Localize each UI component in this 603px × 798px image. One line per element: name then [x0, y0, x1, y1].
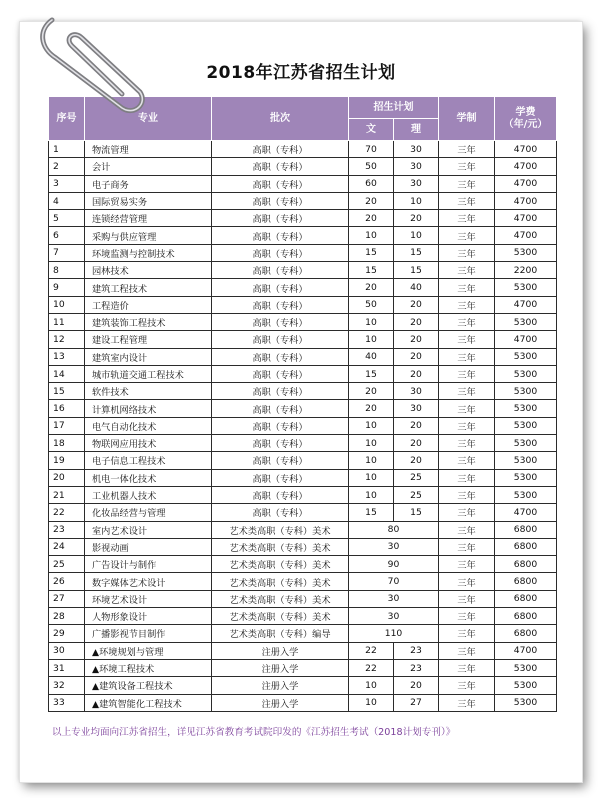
- table-row: [49, 158, 557, 175]
- batch-type: 高职（专科）: [212, 296, 349, 313]
- plan-total: 30: [349, 538, 439, 555]
- plan-wen: 10: [349, 435, 394, 452]
- major-name: ▲建筑设备工程技术: [85, 677, 212, 694]
- batch-type: 注册入学: [212, 642, 349, 659]
- batch-type: 高职（专科）: [212, 400, 349, 417]
- tuition-fee: 5300: [495, 244, 557, 261]
- plan-li: 20: [394, 365, 439, 382]
- duration: 三年: [439, 296, 495, 313]
- row-number: 29: [49, 625, 85, 642]
- plan-li: 20: [394, 417, 439, 434]
- major-name: 电子商务: [85, 175, 212, 192]
- tuition-fee: 4700: [495, 504, 557, 521]
- row-number: 14: [49, 365, 85, 382]
- duration: 三年: [439, 227, 495, 244]
- tuition-fee: 4700: [495, 227, 557, 244]
- duration: 三年: [439, 573, 495, 590]
- batch-type: 高职（专科）: [212, 365, 349, 382]
- table-row: [49, 192, 557, 209]
- row-number: 9: [49, 279, 85, 296]
- plan-li: 25: [394, 486, 439, 503]
- row-number: 12: [49, 331, 85, 348]
- major-name: 采购与供应管理: [85, 227, 212, 244]
- batch-type: 艺术类高职（专科）美术: [212, 556, 349, 573]
- tuition-fee: 5300: [495, 435, 557, 452]
- plan-total: 90: [349, 556, 439, 573]
- tuition-fee: 5300: [495, 659, 557, 676]
- table-row: [49, 262, 557, 279]
- duration: 三年: [439, 365, 495, 382]
- plan-wen: 10: [349, 677, 394, 694]
- plan-total: 70: [349, 573, 439, 590]
- table-row: [49, 175, 557, 192]
- header-fee-line1: 学费: [515, 106, 536, 118]
- batch-type: 艺术类高职（专科）美术: [212, 608, 349, 625]
- duration: 三年: [439, 244, 495, 261]
- table-row: [49, 313, 557, 330]
- duration: 三年: [439, 141, 495, 158]
- tuition-fee: 5300: [495, 694, 557, 711]
- tuition-fee: 6800: [495, 590, 557, 607]
- table-row: [49, 141, 557, 158]
- major-name: 广告设计与制作: [85, 556, 212, 573]
- plan-wen: 10: [349, 331, 394, 348]
- duration: 三年: [439, 642, 495, 659]
- batch-type: 艺术类高职（专科）美术: [212, 521, 349, 538]
- major-name: 机电一体化技术: [85, 469, 212, 486]
- plan-li: 27: [394, 694, 439, 711]
- tuition-fee: 5300: [495, 365, 557, 382]
- table-row: [49, 538, 557, 555]
- batch-type: 高职（专科）: [212, 192, 349, 209]
- major-name: 物联网应用技术: [85, 435, 212, 452]
- header-wen: 文: [349, 119, 394, 141]
- table-row: [49, 469, 557, 486]
- duration: 三年: [439, 435, 495, 452]
- plan-li: 25: [394, 469, 439, 486]
- major-name: 物流管理: [85, 141, 212, 158]
- plan-li: 20: [394, 313, 439, 330]
- duration: 三年: [439, 504, 495, 521]
- duration: 三年: [439, 556, 495, 573]
- duration: 三年: [439, 279, 495, 296]
- tuition-fee: 5300: [495, 279, 557, 296]
- row-number: 23: [49, 521, 85, 538]
- tuition-fee: 6800: [495, 538, 557, 555]
- table-row: [49, 659, 557, 676]
- plan-li: 20: [394, 348, 439, 365]
- tuition-fee: 5300: [495, 452, 557, 469]
- page-title: 2018年江苏省招生计划: [206, 63, 396, 83]
- row-number: 19: [49, 452, 85, 469]
- duration: 三年: [439, 417, 495, 434]
- header-duration: 学制: [439, 97, 495, 141]
- plan-wen: 22: [349, 642, 394, 659]
- tuition-fee: 6800: [495, 521, 557, 538]
- table-body: [49, 141, 557, 712]
- row-number: 26: [49, 573, 85, 590]
- duration: 三年: [439, 313, 495, 330]
- batch-type: 高职（专科）: [212, 417, 349, 434]
- duration: 三年: [439, 694, 495, 711]
- batch-type: 高职（专科）: [212, 262, 349, 279]
- table-row: [49, 244, 557, 261]
- row-number: 31: [49, 659, 85, 676]
- major-name: 环境监测与控制技术: [85, 244, 212, 261]
- plan-wen: 10: [349, 469, 394, 486]
- plan-li: 20: [394, 210, 439, 227]
- plan-li: 10: [394, 192, 439, 209]
- row-number: 16: [49, 400, 85, 417]
- table-row: [49, 348, 557, 365]
- plan-li: 15: [394, 504, 439, 521]
- table-row: [49, 296, 557, 313]
- plan-wen: 20: [349, 279, 394, 296]
- tuition-fee: 6800: [495, 608, 557, 625]
- plan-wen: 10: [349, 486, 394, 503]
- plan-li: 20: [394, 677, 439, 694]
- batch-type: 艺术类高职（专科）编导: [212, 625, 349, 642]
- batch-type: 高职（专科）: [212, 504, 349, 521]
- table-row: [49, 383, 557, 400]
- row-number: 17: [49, 417, 85, 434]
- tuition-fee: 4700: [495, 642, 557, 659]
- tuition-fee: 5300: [495, 677, 557, 694]
- duration: 三年: [439, 262, 495, 279]
- row-number: 25: [49, 556, 85, 573]
- row-number: 20: [49, 469, 85, 486]
- plan-wen: 10: [349, 313, 394, 330]
- duration: 三年: [439, 608, 495, 625]
- table-row: [49, 694, 557, 711]
- duration: 三年: [439, 400, 495, 417]
- table-row: [49, 210, 557, 227]
- table-row: [49, 400, 557, 417]
- row-number: 5: [49, 210, 85, 227]
- plan-wen: 22: [349, 659, 394, 676]
- document-page: [20, 22, 582, 782]
- tuition-fee: 5300: [495, 400, 557, 417]
- duration: 三年: [439, 521, 495, 538]
- plan-total: 110: [349, 625, 439, 642]
- duration: 三年: [439, 469, 495, 486]
- duration: 三年: [439, 659, 495, 676]
- plan-li: 23: [394, 659, 439, 676]
- row-number: 4: [49, 192, 85, 209]
- batch-type: 高职（专科）: [212, 469, 349, 486]
- plan-wen: 60: [349, 175, 394, 192]
- header-fee-line2: （年/元）: [503, 118, 548, 130]
- batch-type: 艺术类高职（专科）美术: [212, 538, 349, 555]
- row-number: 21: [49, 486, 85, 503]
- major-name: 园林技术: [85, 262, 212, 279]
- row-number: 13: [49, 348, 85, 365]
- major-name: 电子信息工程技术: [85, 452, 212, 469]
- batch-type: 高职（专科）: [212, 279, 349, 296]
- batch-type: 高职（专科）: [212, 141, 349, 158]
- row-number: 2: [49, 158, 85, 175]
- tuition-fee: 5300: [495, 313, 557, 330]
- row-number: 30: [49, 642, 85, 659]
- plan-total: 30: [349, 590, 439, 607]
- duration: 三年: [439, 486, 495, 503]
- batch-type: 艺术类高职（专科）美术: [212, 573, 349, 590]
- row-number: 28: [49, 608, 85, 625]
- plan-li: 10: [394, 227, 439, 244]
- plan-wen: 50: [349, 158, 394, 175]
- table-row: [49, 227, 557, 244]
- plan-li: 20: [394, 331, 439, 348]
- table-row: [49, 417, 557, 434]
- major-name: 工业机器人技术: [85, 486, 212, 503]
- tuition-fee: 5300: [495, 383, 557, 400]
- plan-wen: 10: [349, 227, 394, 244]
- major-name: 广播影视节目制作: [85, 625, 212, 642]
- batch-type: 高职（专科）: [212, 348, 349, 365]
- major-name: 城市轨道交通工程技术: [85, 365, 212, 382]
- table-row: [49, 625, 557, 642]
- batch-type: 高职（专科）: [212, 331, 349, 348]
- major-name: 数字媒体艺术设计: [85, 573, 212, 590]
- tuition-fee: 4700: [495, 331, 557, 348]
- duration: 三年: [439, 677, 495, 694]
- header-major: 专业: [85, 97, 212, 141]
- row-number: 10: [49, 296, 85, 313]
- header-no: 序号: [49, 97, 85, 141]
- header-fee: [495, 97, 557, 141]
- plan-li: 20: [394, 452, 439, 469]
- plan-li: 20: [394, 435, 439, 452]
- row-number: 27: [49, 590, 85, 607]
- batch-type: 高职（专科）: [212, 244, 349, 261]
- major-name: 会计: [85, 158, 212, 175]
- row-number: 22: [49, 504, 85, 521]
- duration: 三年: [439, 331, 495, 348]
- header-li: 理: [394, 119, 439, 141]
- plan-li: 15: [394, 244, 439, 261]
- table-row: [49, 279, 557, 296]
- plan-wen: 20: [349, 192, 394, 209]
- batch-type: 高职（专科）: [212, 158, 349, 175]
- row-number: 6: [49, 227, 85, 244]
- table-row: [49, 521, 557, 538]
- major-name: ▲环境规划与管理: [85, 642, 212, 659]
- table-row: [49, 504, 557, 521]
- major-name: 影视动画: [85, 538, 212, 555]
- duration: 三年: [439, 158, 495, 175]
- plan-wen: 10: [349, 452, 394, 469]
- major-name: ▲建筑智能化工程技术: [85, 694, 212, 711]
- plan-wen: 70: [349, 141, 394, 158]
- tuition-fee: 6800: [495, 556, 557, 573]
- footnote: 以上专业均面向江苏省招生，详见江苏省教育考试院印发的《江苏招生考试（2018计划专刊）》: [52, 727, 456, 738]
- tuition-fee: 4700: [495, 158, 557, 175]
- plan-wen: 15: [349, 365, 394, 382]
- duration: 三年: [439, 192, 495, 209]
- table-row: [49, 452, 557, 469]
- table-row: [49, 642, 557, 659]
- plan-li: 40: [394, 279, 439, 296]
- batch-type: 注册入学: [212, 677, 349, 694]
- row-number: 24: [49, 538, 85, 555]
- major-name: 环境艺术设计: [85, 590, 212, 607]
- row-number: 15: [49, 383, 85, 400]
- table-row: [49, 331, 557, 348]
- enrollment-plan-table: [48, 96, 557, 712]
- table-row: [49, 556, 557, 573]
- row-number: 18: [49, 435, 85, 452]
- major-name: 人物形象设计: [85, 608, 212, 625]
- batch-type: 注册入学: [212, 659, 349, 676]
- table-row: [49, 435, 557, 452]
- batch-type: 高职（专科）: [212, 313, 349, 330]
- major-name: 计算机网络技术: [85, 400, 212, 417]
- major-name: 建筑装饰工程技术: [85, 313, 212, 330]
- plan-li: 30: [394, 175, 439, 192]
- major-name: 国际贸易实务: [85, 192, 212, 209]
- duration: 三年: [439, 383, 495, 400]
- batch-type: 高职（专科）: [212, 452, 349, 469]
- plan-wen: 20: [349, 210, 394, 227]
- duration: 三年: [439, 452, 495, 469]
- row-number: 3: [49, 175, 85, 192]
- plan-total: 80: [349, 521, 439, 538]
- paperclip-icon: [30, 0, 150, 125]
- batch-type: 高职（专科）: [212, 486, 349, 503]
- header-plan: 招生计划: [349, 97, 439, 119]
- plan-li: 30: [394, 383, 439, 400]
- plan-li: 23: [394, 642, 439, 659]
- tuition-fee: 4700: [495, 296, 557, 313]
- tuition-fee: 6800: [495, 625, 557, 642]
- tuition-fee: 2200: [495, 262, 557, 279]
- table-row: [49, 608, 557, 625]
- plan-wen: 20: [349, 383, 394, 400]
- major-name: 工程造价: [85, 296, 212, 313]
- plan-wen: 10: [349, 694, 394, 711]
- plan-li: 30: [394, 141, 439, 158]
- tuition-fee: 4700: [495, 141, 557, 158]
- batch-type: 注册入学: [212, 694, 349, 711]
- major-name: ▲环境工程技术: [85, 659, 212, 676]
- major-name: 连锁经营管理: [85, 210, 212, 227]
- duration: 三年: [439, 175, 495, 192]
- tuition-fee: 5300: [495, 469, 557, 486]
- major-name: 建筑工程技术: [85, 279, 212, 296]
- plan-wen: 15: [349, 244, 394, 261]
- plan-li: 20: [394, 296, 439, 313]
- table-row: [49, 573, 557, 590]
- row-number: 8: [49, 262, 85, 279]
- plan-wen: 50: [349, 296, 394, 313]
- major-name: 化妆品经营与管理: [85, 504, 212, 521]
- duration: 三年: [439, 590, 495, 607]
- table-row: [49, 677, 557, 694]
- duration: 三年: [439, 348, 495, 365]
- plan-wen: 15: [349, 504, 394, 521]
- plan-wen: 15: [349, 262, 394, 279]
- duration: 三年: [439, 210, 495, 227]
- batch-type: 高职（专科）: [212, 175, 349, 192]
- tuition-fee: 5300: [495, 417, 557, 434]
- plan-total: 30: [349, 608, 439, 625]
- tuition-fee: 4700: [495, 210, 557, 227]
- batch-type: 艺术类高职（专科）美术: [212, 590, 349, 607]
- plan-li: 30: [394, 400, 439, 417]
- major-name: 电气自动化技术: [85, 417, 212, 434]
- duration: 三年: [439, 625, 495, 642]
- plan-li: 15: [394, 262, 439, 279]
- row-number: 7: [49, 244, 85, 261]
- plan-wen: 20: [349, 400, 394, 417]
- row-number: 11: [49, 313, 85, 330]
- table-row: [49, 486, 557, 503]
- batch-type: 高职（专科）: [212, 210, 349, 227]
- row-number: 33: [49, 694, 85, 711]
- batch-type: 高职（专科）: [212, 435, 349, 452]
- row-number: 32: [49, 677, 85, 694]
- plan-wen: 10: [349, 417, 394, 434]
- tuition-fee: 5300: [495, 348, 557, 365]
- tuition-fee: 4700: [495, 175, 557, 192]
- table-row: [49, 365, 557, 382]
- batch-type: 高职（专科）: [212, 383, 349, 400]
- plan-li: 30: [394, 158, 439, 175]
- duration: 三年: [439, 538, 495, 555]
- table-row: [49, 590, 557, 607]
- batch-type: 高职（专科）: [212, 227, 349, 244]
- major-name: 建筑室内设计: [85, 348, 212, 365]
- tuition-fee: 4700: [495, 192, 557, 209]
- plan-wen: 40: [349, 348, 394, 365]
- major-name: 建设工程管理: [85, 331, 212, 348]
- tuition-fee: 5300: [495, 486, 557, 503]
- major-name: 软件技术: [85, 383, 212, 400]
- major-name: 室内艺术设计: [85, 521, 212, 538]
- header-batch: 批次: [212, 97, 349, 141]
- row-number: 1: [49, 141, 85, 158]
- tuition-fee: 6800: [495, 573, 557, 590]
